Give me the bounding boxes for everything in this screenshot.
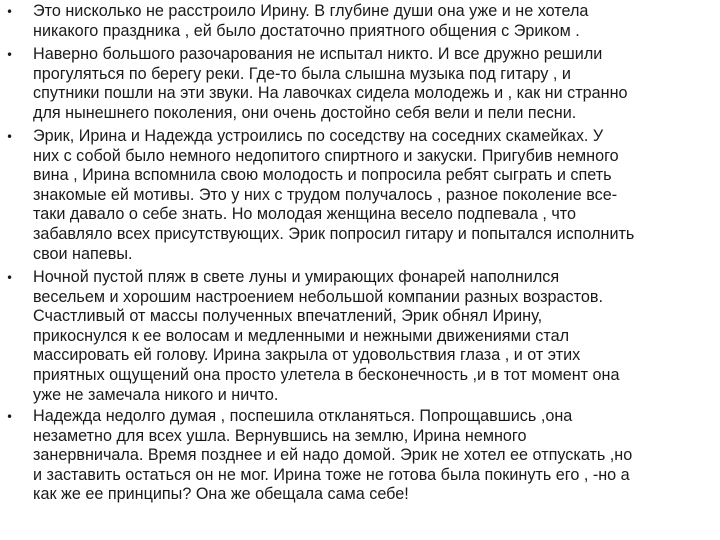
paragraph-text: Это нисколько не расстроило Ирину. В глубине души она уже и не хотела никакого праздника , ей было достаточно приятного общения с Эриком . — [33, 2, 589, 40]
bullet-icon: • — [6, 130, 14, 144]
bullet-icon: • — [6, 271, 14, 285]
paragraph-text: Наверно большого разочарования не испытал никто. И все дружно решили прогуляться по берегу реки. Где-то была слышна музыка под гитару , и спутники пошли на эти звуки. На лавочках сидела молодежь и , как ни странно для нынешнего поколения, они очень достойно себя вели и пели песни. — [33, 45, 628, 122]
bullet-icon: • — [6, 410, 14, 424]
paragraph-text: Ночной пустой пляж в свете луны и умирающих фонарей наполнился весельем и хорошим настроением небольшой компании разных возрастов. Счастливый от массы полученных впечатлений, Эрик обнял Ирину, прикоснулся к ее волосам и медленными и нежными движениями стал массировать ей голову. Ирина закрыла от удовольствия глаза , и от этих приятных ощущений она просто улетела в бесконечность ,и в тот момент она уже не замечала никого и ничто. — [33, 268, 620, 404]
bullet-icon: • — [6, 48, 14, 62]
paragraph-text: Эрик, Ирина и Надежда устроились по соседству на соседних скамейках. У них с собой было немного недопитого спиртного и закуски. Пригубив немного вина , Ирина вспомнила свою молодость и попросила ребят сыграть и спеть знакомые ей мотивы. Это у них с трудом получалось , разное поколение все- таки давало о себе знать. Но молодая женщина весело подпевала , что забавляло всех присутствующих. Эрик попросил гитару и попытался исполнить свои напевы. — [33, 127, 635, 263]
paragraph-text: Надежда недолго думая , поспешила откланяться. Попрощавшись ,она незаметно для всех ушла. Вернувшись на землю, Ирина немного занервничала. Время позднее и ей надо домой. Эрик не хотел ее отпускать ,но и заставить остаться он не мог. Ирина тоже не готова была покинуть его , -но а как же ее принципы? Она же обещала сама себе! — [33, 407, 633, 504]
bullet-icon: • — [6, 5, 14, 19]
